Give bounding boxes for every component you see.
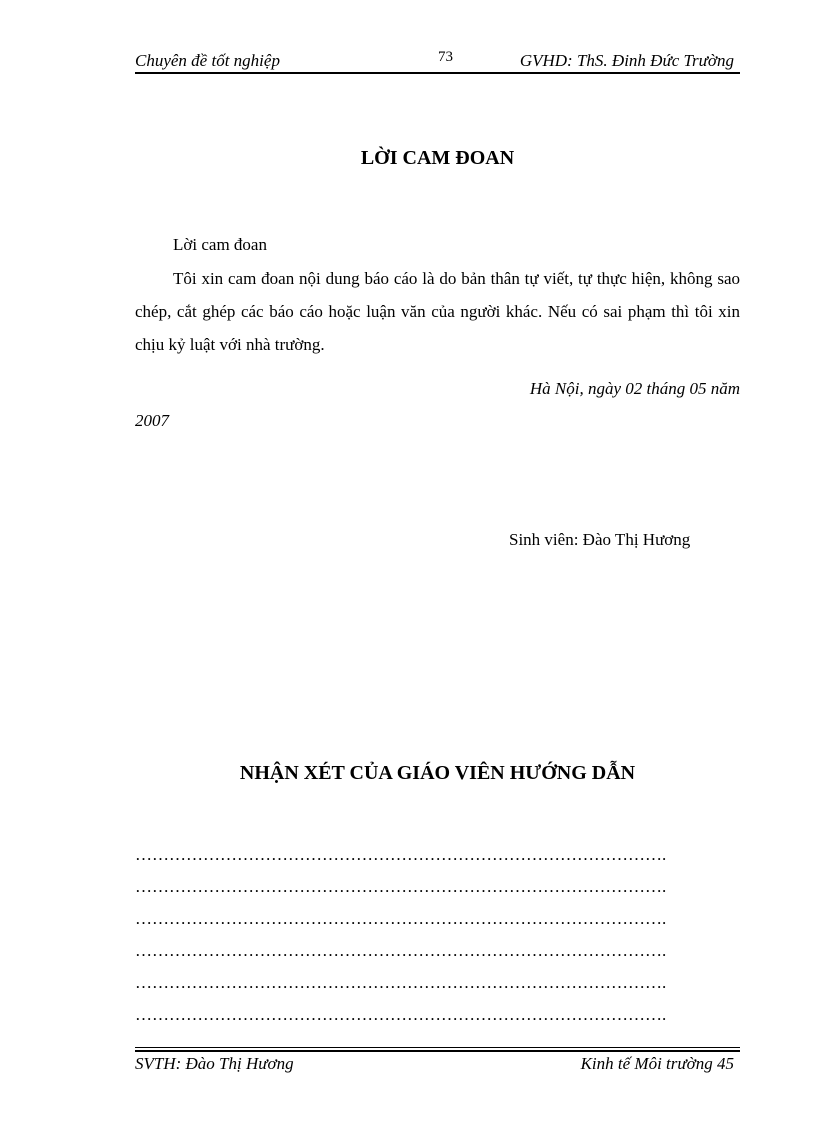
- footer-rule: [135, 1050, 740, 1052]
- declaration-date-year: 2007: [135, 411, 169, 430]
- comment-dotted-line: ………………………………………………………………………………….: [135, 877, 667, 896]
- declaration-body: Tôi xin cam đoan nội dung báo cáo là do bản thân tự viết, tự thực hiện, không sao chép, cắt ghép các báo cáo hoặc luận văn của người khác. Nếu có sai phạm thì tôi xin chịu kỷ luật với nhà trường.: [135, 269, 740, 354]
- declaration-signer: Sinh viên: Đào Thị Hương: [509, 530, 691, 549]
- comment-dotted-line: ………………………………………………………………………………….: [135, 909, 667, 928]
- page-footer: [135, 1054, 740, 1078]
- footer-student: SVTH: Đào Thị Hương: [135, 1054, 294, 1073]
- comment-dotted-line: ………………………………………………………………………………….: [135, 1005, 667, 1024]
- header-page-number: 73: [438, 49, 453, 65]
- header-document-type: Chuyên đề tốt nghiệp: [135, 51, 280, 70]
- header-advisor: GVHD: ThS. Đinh Đức Trường: [519, 51, 734, 70]
- section-title-advisor-comments: NHẬN XÉT CỦA GIÁO VIÊN HƯỚNG DẪN: [239, 762, 636, 784]
- section-title-declaration: LỜI CAM ĐOAN: [360, 147, 515, 169]
- comment-dotted-line: ………………………………………………………………………………….: [135, 941, 667, 960]
- footer-rule: [135, 1047, 740, 1048]
- page-header: [135, 48, 740, 74]
- comment-dotted-line: ………………………………………………………………………………….: [135, 973, 667, 992]
- declaration-date: Hà Nội, ngày 02 tháng 05 năm: [529, 379, 740, 398]
- footer-class: Kinh tế Môi trường 45: [580, 1054, 734, 1073]
- declaration-label: Lời cam đoan: [173, 235, 267, 254]
- comment-dotted-line: ………………………………………………………………………………….: [135, 845, 667, 864]
